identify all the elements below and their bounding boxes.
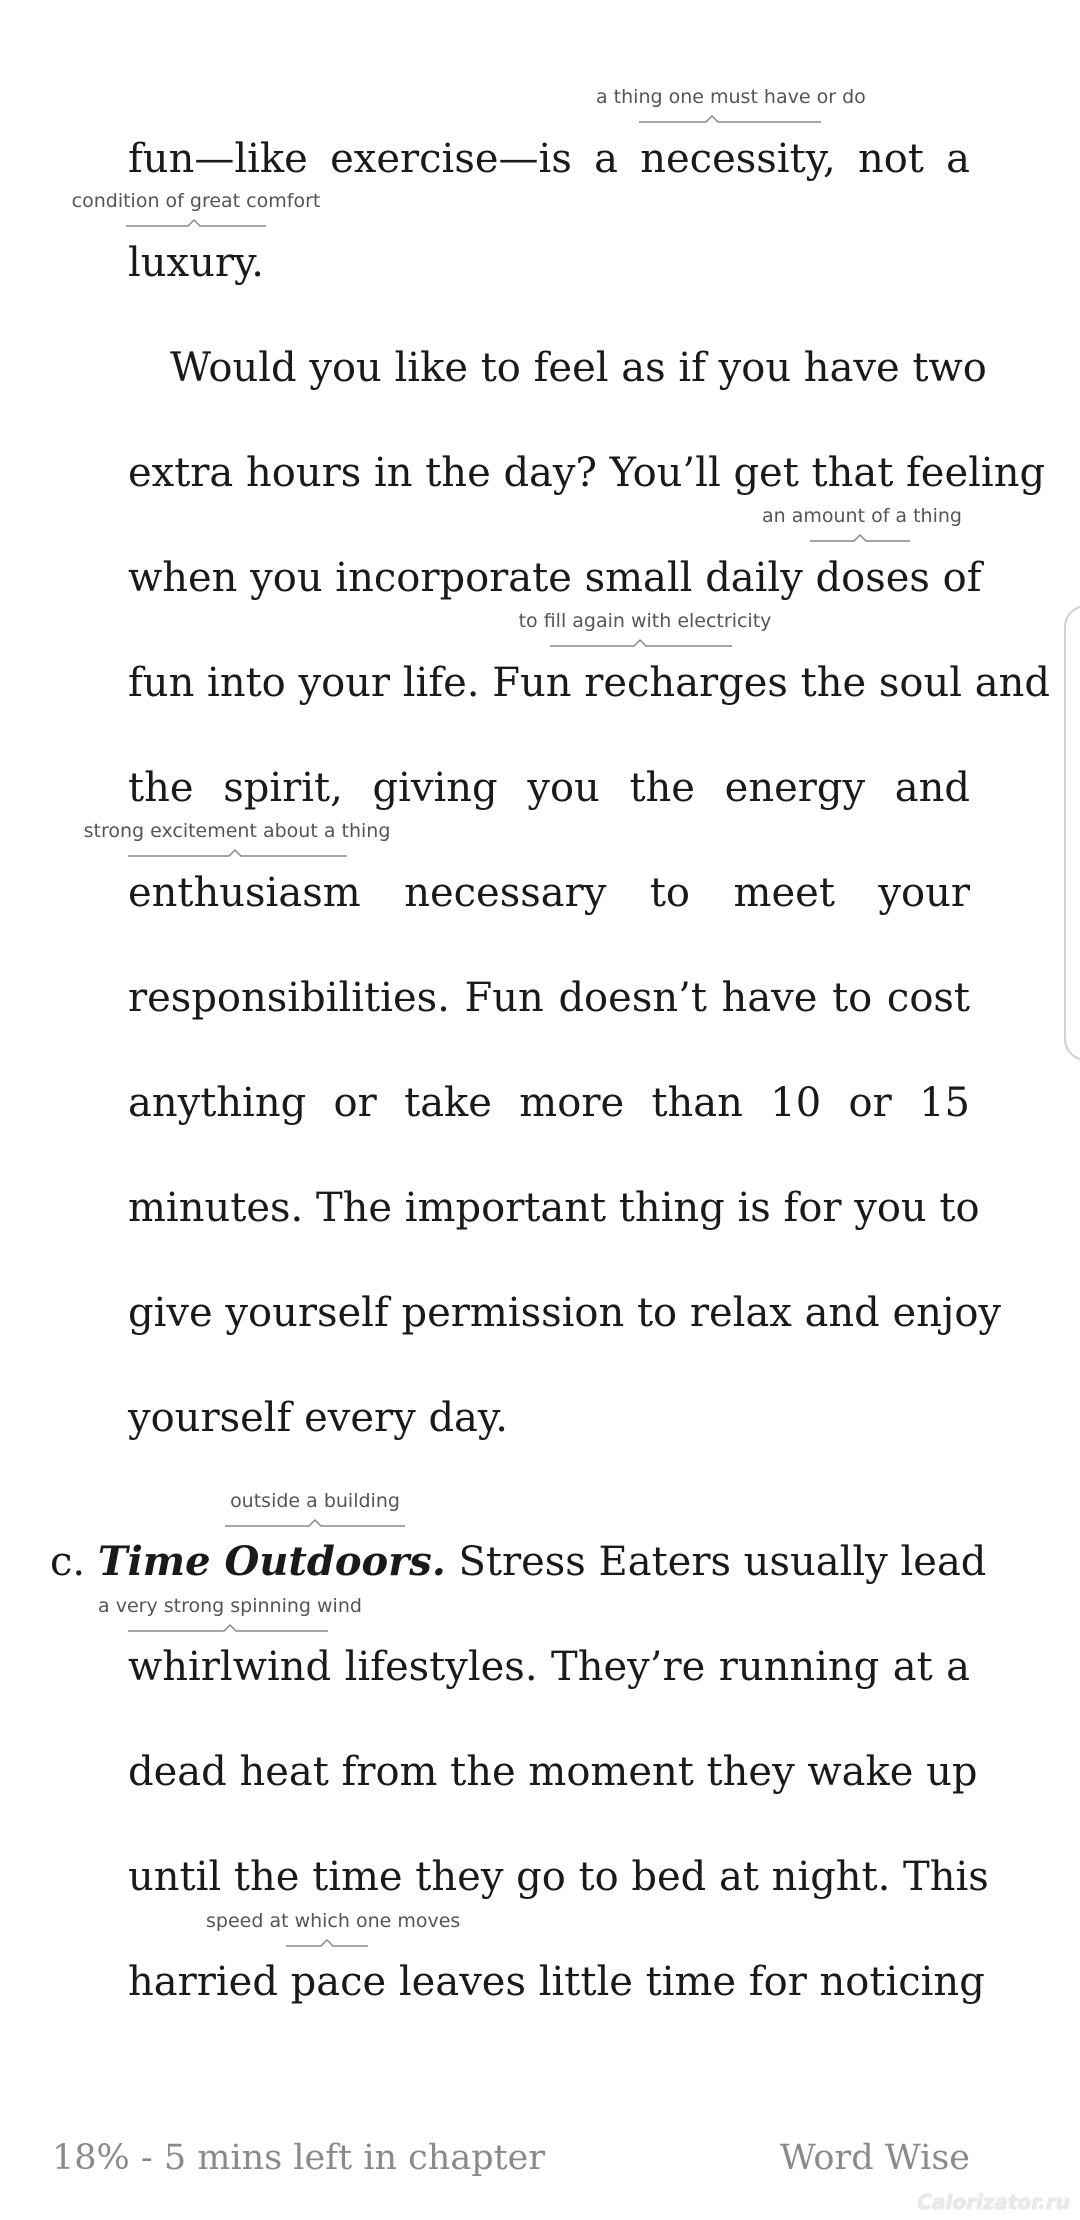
list-heading: Time Outdoors. [97,1538,446,1585]
text-line: dead heat from the moment they wake up [128,1749,978,1795]
gloss-underline [757,531,967,545]
word-wise-hint-recharges[interactable] [510,610,780,650]
text-line: harried pace leaves little time for noticing [128,1959,985,2005]
gloss-underline [225,1516,405,1530]
word-wise-hint-necessity[interactable] [596,86,866,126]
reading-progress[interactable]: 18% - 5 mins left in chapter [52,2138,546,2178]
gloss-text: a thing one must have or do [596,86,866,108]
text-line: fun—like exercise—is a necessity, not a [128,136,970,182]
text-line: minutes. The important thing is for you to [128,1185,980,1231]
text-line: Would you like to feel as if you have two [170,345,987,391]
text-line: give yourself permission to relax and enjoy [128,1290,1002,1336]
text-line: the spirit, giving you the energy and [128,765,970,811]
text-line: fun into your life. Fun recharges the soul and [128,660,1050,706]
word-wise-hint-whirlwind[interactable] [96,1595,364,1635]
text-line: enthusiasm necessary to meet your [128,870,970,916]
gloss-underline [82,846,392,860]
gloss-underline [510,636,780,650]
text-line: responsibilities. Fun doesn’t have to cost [128,975,970,1021]
word-wise-hint-outdoors[interactable] [225,1490,405,1530]
text-line: luxury. [128,240,264,286]
gloss-underline [66,216,326,230]
gloss-text: a very strong spinning wind [98,1595,362,1617]
gloss-underline [96,1621,364,1635]
text-line: whirlwind lifestyles. They’re running at a [128,1644,970,1690]
text-line: yourself every day. [128,1395,508,1441]
side-panel-handle[interactable] [1064,605,1080,1061]
list-text: Stress Eaters usually lead [458,1539,987,1585]
word-wise-toggle[interactable]: Word Wise [779,2138,970,2178]
gloss-text: an amount of a thing [762,505,962,527]
list-item-line [50,1537,987,1587]
gloss-text: speed at which one moves [206,1910,461,1932]
gloss-text: condition of great comfort [71,190,321,212]
gloss-underline [206,1936,448,1950]
gloss-text: outside a building [230,1490,400,1512]
text-line: when you incorporate small daily doses of [128,555,982,601]
word-wise-hint-luxury[interactable] [66,190,326,230]
text-line: until the time they go to bed at night. This [128,1854,989,1900]
gloss-underline [596,112,826,126]
text-line: anything or take more than 10 or 15 [128,1080,970,1126]
watermark-logo: Calorizator.ru [917,2190,1070,2214]
word-wise-hint-doses[interactable] [757,505,967,545]
gloss-text: to fill again with electricity [518,610,772,632]
text-line: extra hours in the day? You’ll get that feeling [128,450,1046,496]
gloss-text: strong excitement about a thing [83,820,391,842]
word-wise-hint-enthusiasm[interactable] [82,820,392,860]
list-marker: c. [50,1539,86,1585]
word-wise-hint-pace[interactable] [206,1910,461,1950]
